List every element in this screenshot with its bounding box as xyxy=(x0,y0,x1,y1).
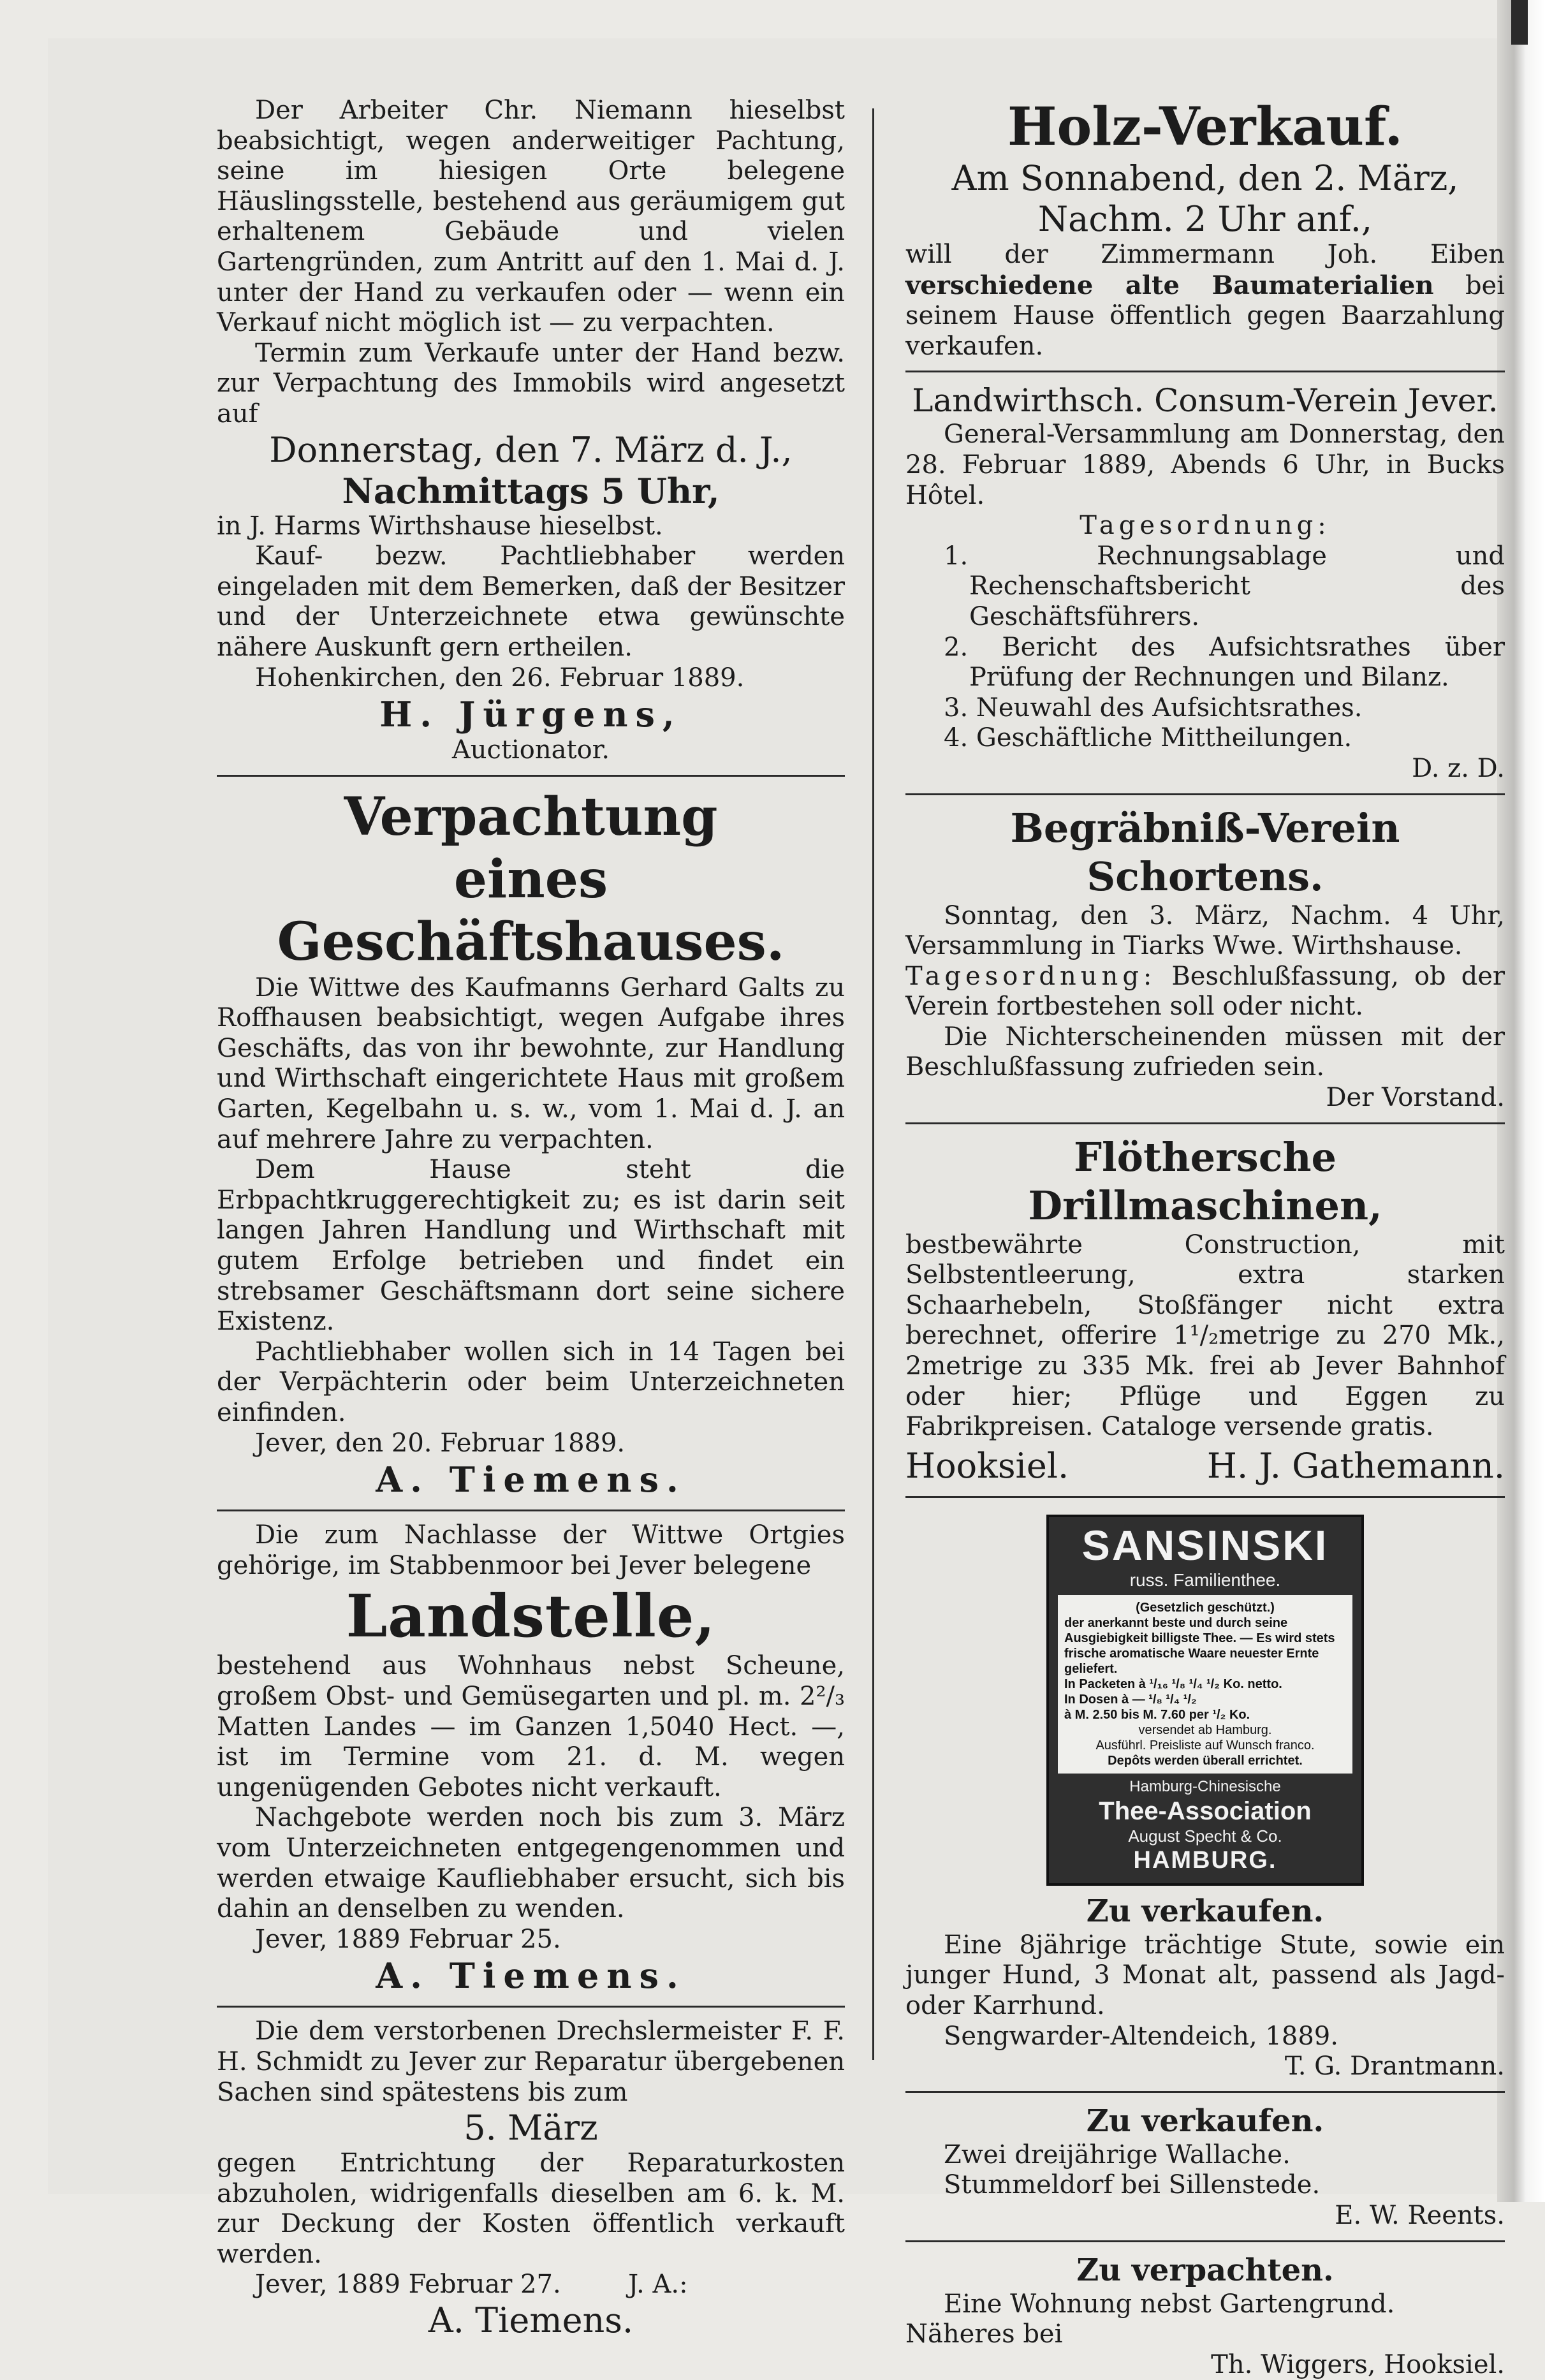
ad-date: 5. März xyxy=(464,2108,598,2149)
ad-body: Die dem verstorbenen Drechslermeister F. F. H. Schmidt zu Jever zur Reparatur übergebenen Sachen sind spätestens bis zum xyxy=(217,2016,845,2107)
company-city: HAMBURG. xyxy=(1133,1846,1277,1874)
ad-title: Zu verkaufen. xyxy=(1086,2103,1324,2139)
ad-intro: Die zum Nachlasse der Wittwe Ortgies gehörige, im Stabbenmoor bei Jever belegene xyxy=(217,1520,845,1580)
depots-line: Depôts werden überall errichtet. xyxy=(1108,1753,1303,1768)
ad-line-1: Zwei dreijährige Wallache. xyxy=(944,2140,1291,2170)
ad-body-2: Nachgebote werden noch bis zum 3. März vom Unterzeichneten entgegengenommen und werden etwaige Kaufliebhaber ersucht, sich bis dahin an denselben zu wenden. xyxy=(217,1803,845,1924)
pack-line-1: In Packeten à ¹/₁₆ ¹/₈ ¹/₄ ¹/₂ Ko. netto. xyxy=(1064,1677,1282,1691)
ad-drillmaschinen xyxy=(905,1133,1505,1487)
ad-schmidt xyxy=(217,2016,845,2341)
agenda-list xyxy=(905,541,1505,754)
ad-signer: A. Tiemens. xyxy=(428,2300,634,2341)
ad-body-bold: verschiedene alte Baumaterialien xyxy=(905,270,1434,300)
ad-note: Kauf- bezw. Pachtliebhaber werden eingeladen mit dem Bemerken, daß der Besitzer und der Unterzeichnete etwa gewünschte nähere Auskunft gern ertheilen. xyxy=(217,541,845,662)
ad-signer: E. W. Reents. xyxy=(1335,2200,1505,2230)
ad-agenda-label: Tagesordnung: xyxy=(905,961,1157,991)
ad-termin: Termin zum Verkaufe unter der Hand bezw. zur Verpachtung des Immobils wird angesetzt auf xyxy=(217,338,845,429)
ad-signer: D. z. D. xyxy=(1412,753,1505,783)
ad-body: General-Versammlung am Donnerstag, den 28. Februar 1889, Abends 6 Uhr, in Bucks Hôtel. xyxy=(905,420,1505,510)
ad-title: Begräbniß-Verein Schortens. xyxy=(1010,804,1400,900)
ad-wohnung xyxy=(905,2251,1505,2380)
ad-body: Sonntag, den 3. März, Nachm. 4 Uhr, Versammlung in Tiarks Wwe. Wirthshause. xyxy=(905,900,1505,961)
ad-signer: H. J. Gathemann. xyxy=(1206,1445,1505,1486)
company-line-1: Hamburg-Chinesische xyxy=(1129,1777,1281,1795)
ad-signer: A. Tiemens. xyxy=(376,1955,686,1997)
ad-body-2: Die Nichterscheinenden müssen mit der Beschlußfassung zufrieden sein. xyxy=(905,1022,1505,1082)
ad-title: Zu verpachten. xyxy=(1076,2252,1334,2288)
ad-ia: J. A.: xyxy=(628,2270,688,2300)
ad-begraebniss-verein xyxy=(905,804,1505,1113)
ad-line-2: Nachm. 2 Uhr anf., xyxy=(1037,199,1373,239)
ad-title: Holz-Verkauf. xyxy=(1007,96,1403,158)
company-line-2: Thee-Association xyxy=(1099,1796,1312,1825)
ad-body-2: Dem Hause steht die Erbpachtkruggerechtigkeit zu; es ist darin seit langen Jahren Handlung und Wirthschaft mit gutem Erfolge betrieben und findet ein strebsamer Geschäftsmann dort seine sichere Existenz. xyxy=(217,1155,845,1337)
ad-stute xyxy=(905,1892,1505,2082)
ad-title: Landstelle, xyxy=(346,1582,716,1651)
ad-signer: Th. Wiggers, Hooksiel. xyxy=(1211,2349,1505,2379)
ad-niemann xyxy=(217,96,845,766)
ad-title-2: eines Geschäftshauses. xyxy=(277,848,785,973)
right-column xyxy=(905,96,1505,2380)
ad-body: der anerkannt beste und durch seine Ausgiebigkeit billigste Thee. — Es wird stets frische aromatische Waare neuester Ernte geliefert. xyxy=(1064,1615,1335,1676)
ad-body: Die Wittwe des Kaufmanns Gerhard Galts zu Roffhausen beabsichtigt, wegen Aufgabe ihres Geschäfts, das von ihr bewohnte, zur Handlung und Wirthschaft eingerichtete Haus mit großem Garten, Kegelbahn u. s. w., vom 1. Mai d. J. an auf mehrere Jahre zu verpachten. xyxy=(217,973,845,1154)
divider xyxy=(217,1510,845,1511)
ad-consum-verein xyxy=(905,381,1505,784)
price-line: à M. 2.50 bis M. 7.60 per ¹/₂ Ko. xyxy=(1064,1707,1250,1722)
divider xyxy=(905,2240,1505,2242)
ad-body-3: Pachtliebhaber wollen sich in 14 Tagen bei der Verpächterin oder beim Unterzeichneten einfinden. xyxy=(217,1337,845,1427)
ad-title: Verpachtung xyxy=(344,786,718,848)
ad-title: Landwirthsch. Consum-Verein Jever. xyxy=(912,382,1498,420)
ad-verpachtung xyxy=(217,786,845,1501)
ad-signer: T. G. Drantmann. xyxy=(1284,2052,1505,2082)
ad-signer: H. Jürgens, xyxy=(379,694,682,735)
ad-body: Der Arbeiter Chr. Niemann hieselbst beabsichtigt, wegen anderweitiger Pachtung, seine im hiesigen Orte belegene Häuslingsstelle, bestehend aus geräumigem gut erhaltenem Gebäude und vielen Gartengründen, zum Antritt auf den 1. Mai d. J. unter der Hand zu verkaufen oder — wenn ein Verkauf nicht möglich ist — zu verpachten. xyxy=(217,96,845,338)
shipping-line: versendet ab Hamburg. xyxy=(1138,1723,1272,1737)
ad-body xyxy=(905,240,1505,362)
ad-agenda xyxy=(905,962,1505,1022)
divider xyxy=(905,1496,1505,1498)
divider xyxy=(905,793,1505,795)
brand-name: SANSINSKI xyxy=(1081,1521,1329,1569)
ad-agenda-text: Beschlußfassung, ob der Verein fortbestehen soll oder nicht. xyxy=(905,961,1505,1022)
ad-line-1: Am Sonnabend, den 2. März, xyxy=(951,158,1459,198)
divider xyxy=(905,1122,1505,1124)
ad-place: Hooksiel. xyxy=(905,1445,1069,1486)
ad-body-2: gegen Entrichtung der Reparaturkosten abzuholen, widrigenfalls dieselben am 6. k. M. zur Deckung der Kosten öffentlich verkauft werden. xyxy=(217,2149,845,2269)
protected-note: (Gesetzlich geschützt.) xyxy=(1136,1600,1275,1615)
pricelist-line: Ausführl. Preisliste auf Wunsch franco. xyxy=(1095,1738,1315,1752)
ad-holz-verkauf xyxy=(905,96,1505,362)
ad-dateline: Jever, 1889 Februar 25. xyxy=(255,1924,561,1954)
ad-title: Zu verkaufen. xyxy=(1086,1893,1324,1929)
ad-line-2: Stummeldorf bei Sillenstede. xyxy=(944,2170,1321,2200)
ad-body: bestbewährte Construction, mit Selbstentleerung, extra starken Schaarhebeln, Stoßfänger nicht extra berechnet, offerire 1¹/₂metrige zu 270 Mk., 2metrige zu 335 Mk. frei ab Jever Bahnhof oder hier; Pflüge und Eggen zu Fabrikpreisen. Cataloge versende gratis. xyxy=(905,1230,1505,1442)
ad-dateline: Hohenkirchen, den 26. Februar 1889. xyxy=(255,663,745,693)
divider xyxy=(905,371,1505,372)
left-column xyxy=(217,96,845,2341)
ad-wallache xyxy=(905,2102,1505,2231)
brand-subtitle: russ. Familienthee. xyxy=(1129,1569,1281,1590)
list-item: 1. Rechnungsablage und Rechenschaftsbericht des Geschäftsführers. xyxy=(944,541,1505,631)
ad-body: Eine Wohnung nebst Gartengrund. Näheres bei xyxy=(905,2289,1395,2349)
ad-body: Eine 8jährige trächtige Stute, sowie ein junger Hund, 3 Monat alt, passend als Jagd- oder Karrhund. xyxy=(905,1930,1505,2020)
list-item: 4. Geschäftliche Mittheilungen. xyxy=(944,723,1352,753)
ad-time: Nachmittags 5 Uhr, xyxy=(342,470,720,511)
ad-agenda-title: Tagesordnung: xyxy=(1080,511,1331,541)
ad-place: in J. Harms Wirthshause hieselbst. xyxy=(217,511,663,541)
ad-landstelle xyxy=(217,1520,845,1997)
ad-body-pre: will der Zimmermann Joh. Eiben xyxy=(905,240,1505,269)
ad-signer: A. Tiemens. xyxy=(376,1459,686,1501)
ad-dateline-row xyxy=(217,2270,845,2300)
list-item: 3. Neuwahl des Aufsichtsrathes. xyxy=(944,693,1363,723)
column-divider xyxy=(872,108,874,2060)
ad-body-post: bei seinem Hause öffentlich gegen Baarzahlung verkaufen. xyxy=(905,270,1505,361)
ad-body: bestehend aus Wohnhaus nebst Scheune, großem Obst- und Gemüsegarten und pl. m. 2²/₃ Matten Landes — im Ganzen 1,5040 Hect. —, ist im Termine vom 21. d. M. wegen ungenügenden Gebotes nicht verkauft. xyxy=(217,1651,845,1802)
pack-line-2: In Dosen à — ¹/₈ ¹/₄ ¹/₂ xyxy=(1064,1692,1197,1707)
sansinski-tea-ad xyxy=(1046,1515,1364,1886)
ad-date: Donnerstag, den 7. März d. J., xyxy=(269,429,793,470)
company-line-3: August Specht & Co. xyxy=(1128,1826,1282,1846)
ad-signature-row xyxy=(905,1443,1505,1487)
ad-dateline: Sengwarder-Altendeich, 1889. xyxy=(944,2021,1338,2051)
divider xyxy=(905,2091,1505,2093)
ad-title: Flöthersche Drillmaschinen, xyxy=(1028,1133,1382,1229)
ad-signer: Der Vorstand. xyxy=(1326,1083,1505,1113)
divider xyxy=(217,2006,845,2008)
binding-corner-mark xyxy=(1511,0,1528,45)
divider xyxy=(217,775,845,777)
ad-role: Auctionator. xyxy=(451,735,610,765)
list-item: 2. Bericht des Aufsichtsrathes über Prüfung der Rechnungen und Bilanz. xyxy=(944,632,1505,693)
ad-dateline: Jever, 1889 Februar 27. xyxy=(255,2270,561,2300)
ad-text-box xyxy=(1058,1595,1352,1774)
ad-dateline: Jever, den 20. Februar 1889. xyxy=(255,1428,626,1458)
